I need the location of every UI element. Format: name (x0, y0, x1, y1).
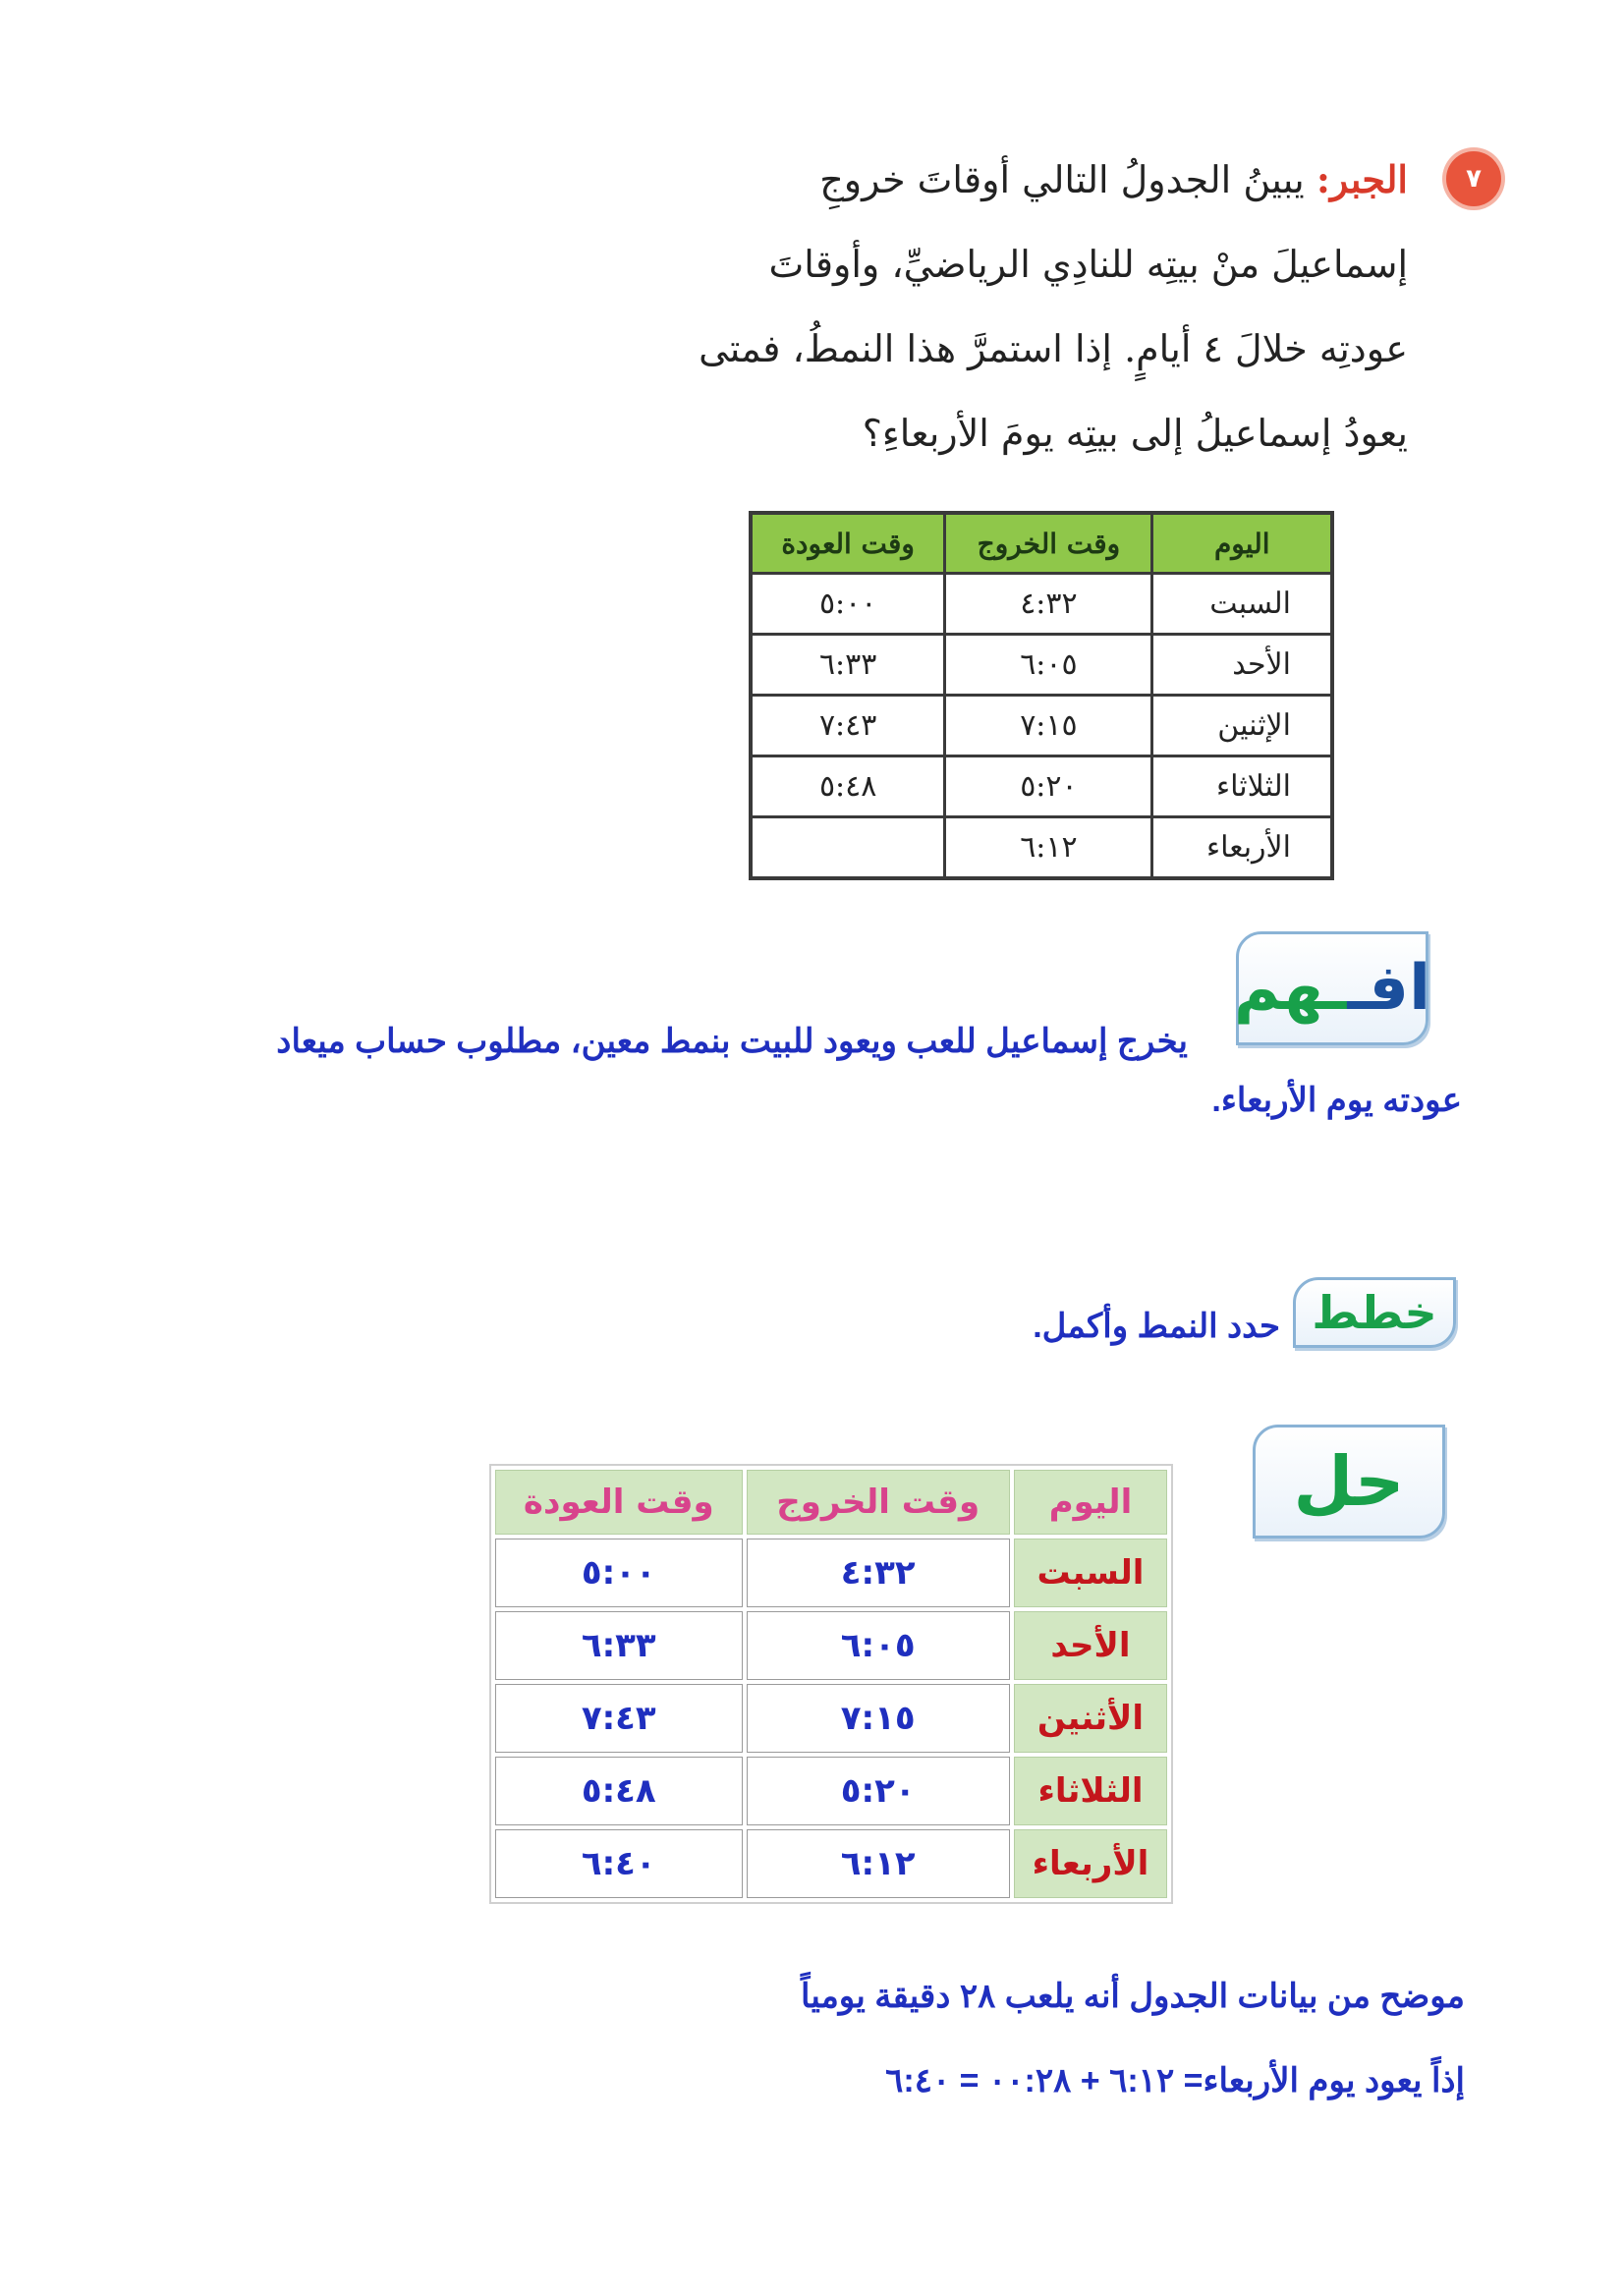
table-row: السبت ٤:٣٢ ٥:٠٠ (495, 1539, 1167, 1607)
original-times-table (749, 511, 1334, 880)
solution-times-table (489, 1464, 1173, 1904)
header-day: اليوم (1014, 1470, 1167, 1535)
problem-number-badge: ٧ (1446, 151, 1501, 206)
table-row: السبت ٤:٣٢ ٥:٠٠ (751, 574, 1332, 635)
understand-label: افـ ـهم (1236, 931, 1428, 1045)
table-row: الإثنين ٧:١٥ ٧:٤٣ (751, 696, 1332, 756)
understand-text-line-2: عودته يوم الأربعاء. (1211, 1082, 1462, 1119)
plan-label: خطط (1293, 1277, 1456, 1348)
problem-line-3: عودتِه خلالَ ٤ أيامٍ. إذا استمرَّ هذا النمطُ، فمتى (699, 327, 1408, 370)
table-row: الأربعاء ٦:١٢ ٦:٤٠ (495, 1829, 1167, 1898)
table-header-row (751, 513, 1332, 574)
header-return: وقت العودة (751, 513, 945, 574)
problem-line-4: يعودُ إسماعيلُ إلى بيتِه يومَ الأربعاءِ؟ (862, 412, 1408, 455)
table-header-row (495, 1470, 1167, 1535)
table-row: الثلاثاء ٥:٢٠ ٥:٤٨ (751, 756, 1332, 817)
problem-line-1: الجبر: يبينُ الجدولُ التالي أوقاتَ خروجِ (819, 157, 1408, 201)
table-row: الثلاثاء ٥:٢٠ ٥:٤٨ (495, 1757, 1167, 1825)
problem-topic: الجبر: (1316, 157, 1408, 201)
table-row: الأربعاء ٦:١٢ (751, 817, 1332, 879)
header-return: وقت العودة (495, 1470, 743, 1535)
solve-label: حل (1253, 1425, 1445, 1539)
problem-statement (435, 138, 1482, 476)
problem-line-2: إسماعيلَ منْ بيتِه للنادِي الرياضيِّ، وأوقاتَ (768, 243, 1408, 286)
understand-text-line-1: يخرج إسماعيل للعب ويعود للبيت بنمط معين، مطلوب حساب ميعاد (276, 1023, 1188, 1060)
header-departure: وقت الخروج (945, 513, 1152, 574)
solution-explanation-2: إذاً يعود يوم الأربعاء= ٦:١٢ + ٠٠:٢٨ = ٦:٤٠ (885, 2062, 1465, 2099)
table-row: الأثنين ٧:١٥ ٧:٤٣ (495, 1684, 1167, 1753)
solution-explanation-1: موضح من بيانات الجدول أنه يلعب ٢٨ دقيقة يومياً (800, 1978, 1465, 2015)
table-row: الأحد ٦:٠٥ ٦:٣٣ (495, 1611, 1167, 1680)
header-day: اليوم (1152, 513, 1332, 574)
header-departure: وقت الخروج (747, 1470, 1010, 1535)
plan-text: حدد النمط وأكمل. (1033, 1308, 1280, 1345)
table-row: الأحد ٦:٠٥ ٦:٣٣ (751, 635, 1332, 696)
